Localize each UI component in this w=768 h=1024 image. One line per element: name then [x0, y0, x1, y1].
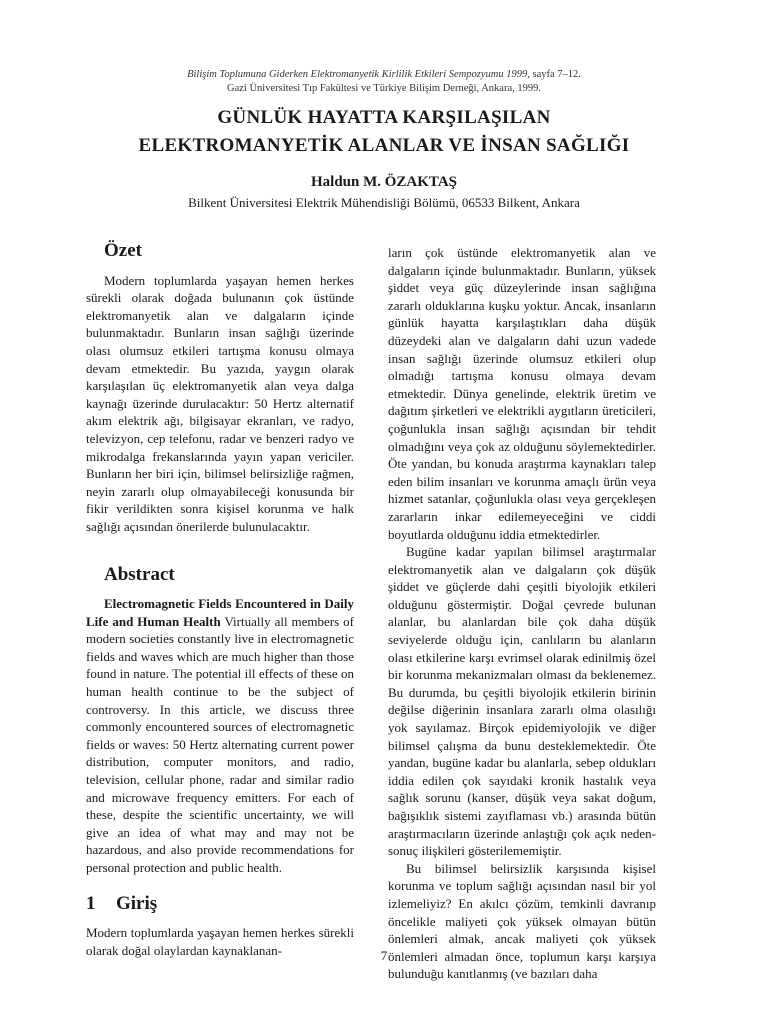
section-heading [86, 892, 354, 914]
page-number: 7 [380, 948, 388, 963]
header-note [0, 68, 768, 96]
left-column [86, 234, 354, 959]
title-line-1: GÜNLÜK HAYATTA KARŞILAŞILAN [217, 107, 551, 128]
ozet-heading: Özet [104, 240, 142, 261]
section-number: 1 [86, 892, 96, 914]
host-text: Gazi Üniversitesi Tıp Fakültesi ve Türkiye Bilişim Derneği, Ankara, 1999. [227, 83, 541, 94]
intro-paragraph: Modern toplumlarda yaşayan hemen herkes sürekli olarak doğal olaylardan kaynaklanan- [86, 925, 354, 958]
intro-paragraph-3: Bu bilimsel belirsizlik karşısında kişisel korunma ve toplum sağlığı açısından nasıl bir yol izlemeliyiz? En akılcı çözüm, temkinli davranıp öncelikle maliyeti çok yüksek olmayan bütün önlemleri almak, ancak maliyeti çok yüksek önlemleri almadan önce, toplumun karşı karşıya bulunduğu kanıtlanmış (ve bazıları daha [388, 860, 656, 982]
ozet-paragraph: Modern toplumlarda yaşayan hemen herkes sürekli olarak doğada bulunanın çok üstünde elektromanyetik alan ve dalgaların içinde bulunmaktadır. Bunların insan sağlığı üzerinde olası olumsuz etkileri tartışma konusu olmaya devam etmektedir. Bu yazıda, yaygın olarak karşılaşılan üç elektromanyetik alan veya dalga kaynağı üzerinde durulacaktır: 50 Hertz alternatif akım elektrik ağı, bilgisayar ekranları, ve radyo, televizyon, cep telefonu, radar ve benzeri radyo ve mikrodalga frekanslarında yayın yapan vericiler. Bunların her biri için, bilimsel belirsizliğe rağmen, neyin zararlı olup olmayabileceği konusunda bir fikir verildikten sonra kişisel korunma ve halk sağlığı açısından önerilerde bulunulacaktır. [86, 272, 354, 534]
abstract-title: Electromagnetic Fields Encountered in Daily Life and Human Health [86, 596, 354, 629]
page-range: sayfa 7–12. [532, 69, 581, 80]
author-affiliation: Bilkent Üniversitesi Elektrik Mühendisliği Bölümü, 06533 Bilkent, Ankara [188, 195, 580, 210]
abstract-heading: Abstract [104, 563, 175, 585]
section-title: Giriş [116, 892, 158, 914]
intro-paragraph-cont: ların çok üstünde elektromanyetik alan ve dalgaların içinde bulunmaktadır. Bunların, yüksek şiddet veya güç düzeylerinde insan sağlığına zararlı olduklarına kuşku yoktur. Ancak, insanların günlük hayatta karşılaştıkları daha düşük düzeydeki alan ve dalgaların dahi uzun vadede insan sağlığı üzerinde olumsuz etkileri olup olmadığı tartışma konusu olmaya devam etmektedir. Dünya genelinde, elektrik üretim ve dağıtım şirketleri ve elektrikli aygıtların üreticileri, çoğunlukla insan sağlığı açısından bir tehdit olmadığını veya çok az olduğunu söylemektedirler. Öte yandan, bu konuda araştırma kaynakları talep eden bilim insanları ve korunma amaçlı ürün veya hizmet satanlar, çoğunlukla olası veya gerçekleşen zararların inkar edilemeyeceğini ve ciddi boyutlarda olduğunu iddia etmektedirler. [388, 245, 656, 542]
intro-paragraph-2: Bugüne kadar yapılan bilimsel araştırmalar elektromanyetik alan ve dalgaların çok düşük şiddet ve güçlerde dahi çeşitli biyolojik etkileri olduğunu göstermiştir. Doğal çevrede bulunan alanlar, bu alanlardan bile çok daha düşük seviyelerde olduğu için, canlıların bu alanların olası etkilerine karşı evrimsel olarak edinilmiş özel bir korunma mekanizmaları olması da beklenemez. Bu durumda, bu çeşitli biyolojik etkilerin birinin değilse diğerinin insanlara zararlı olma olasılığı yok sayılamaz. Birçok epidemiyolojik ve diğer bilimsel çalışma da bunu desteklemektedir. Öte yandan, bugüne kadar bu alanlarla, sebep oldukları iddia edilen çok sayıdaki kronik hastalık veya sağlık sorunu (kanser, düşük veya sakat doğum, bağışıklık sistemi zayıflaması vb.) arasında bütün araştırmacıların üzerinde anlaştığı çok açık neden-sonuç ilişkileri gösterilememiştir. [388, 544, 656, 859]
venue-text: Bilişim Toplumuna Giderken Elektromanyetik Kirlilik Etkileri Sempozyumu 1999, [187, 69, 530, 80]
paper-title [0, 104, 768, 160]
title-line-2: ELEKTROMANYETİK ALANLAR VE İNSAN SAĞLIĞI [138, 135, 630, 156]
abstract-paragraph [86, 595, 354, 877]
author-name: Haldun M. ÖZAKTAŞ [310, 174, 457, 190]
right-column [388, 244, 656, 983]
abstract-body: Virtually all members of modern societies constantly live in electromagnetic fields and waves which are much higher than those found in nature. The potential ill effects of these on human health continue to be the subject of controversy. In this article, we discuss three commonly encountered sources of electromagnetic fields or waves: 50 Hertz alternating current power distribution, computer monitors, and radio, television, cellular phone, radar and similar radio and microwave frequency emitters. For each of these, despite the scientific uncertainty, we will give an idea of what may and may not be hazardous, and also provide recommendations for personal protection and public health. [86, 613, 354, 875]
